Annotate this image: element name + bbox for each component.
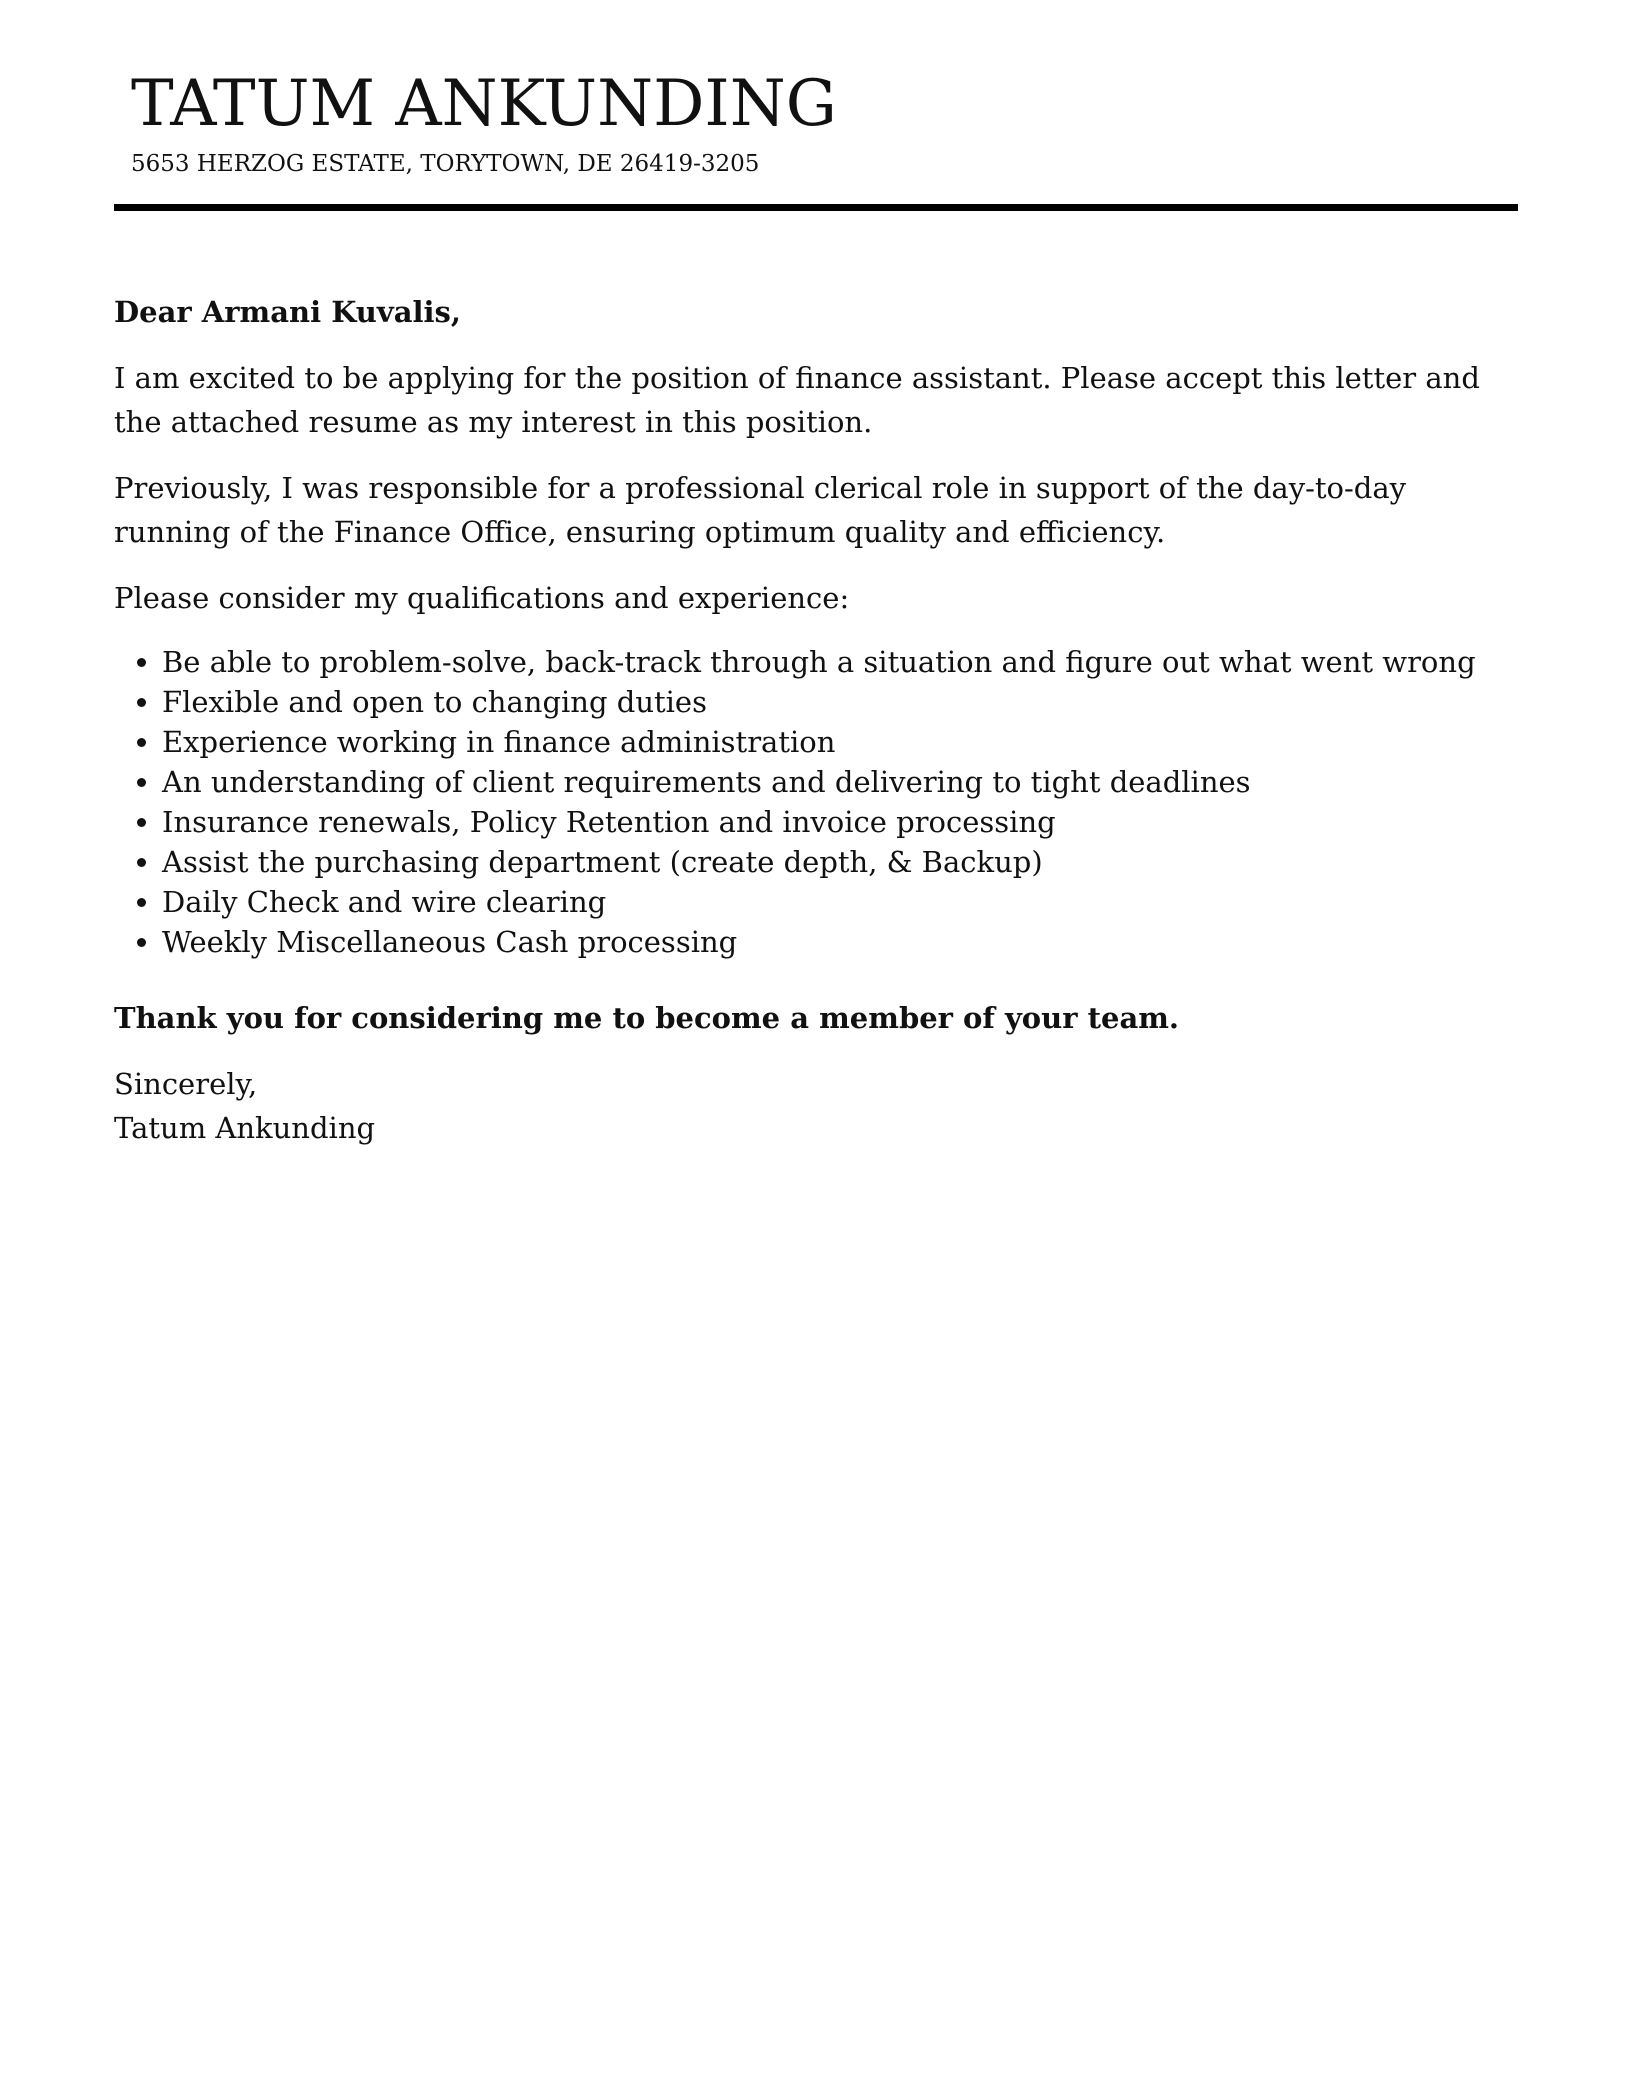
qualification-item: • Assist the purchasing department (create depth, & Backup)	[162, 842, 1518, 882]
header-divider	[114, 204, 1518, 211]
salutation: Dear Armani Kuvalis,	[114, 295, 461, 329]
qualifications-list	[114, 642, 1518, 962]
letter-body	[114, 290, 1518, 1150]
qualification-item: • Flexible and open to changing duties	[162, 682, 1518, 722]
signature-name: Tatum Ankunding	[114, 1111, 376, 1145]
qualifications-intro: Please consider my qualifications and experience:	[114, 581, 850, 615]
closing-statement: Thank you for considering me to become a member of your team.	[114, 1001, 1180, 1035]
qualification-item: • Experience working in finance administration	[162, 722, 1518, 762]
qualification-item: • An understanding of client requirements and delivering to tight deadlines	[162, 762, 1518, 802]
qualification-item: • Daily Check and wire clearing	[162, 882, 1518, 922]
applicant-address: 5653 HERZOG ESTATE, TORYTOWN, DE 26419-3205	[131, 151, 760, 177]
intro-paragraph: I am excited to be applying for the position of finance assistant. Please accept this letter and the attached resume as my interest in this position.	[114, 361, 1480, 439]
signoff: Sincerely,	[114, 1067, 258, 1101]
qualification-item: • Insurance renewals, Policy Retention and invoice processing	[162, 802, 1518, 842]
experience-paragraph: Previously, I was responsible for a professional clerical role in support of the day-to-day running of the Finance Office, ensuring optimum quality and efficiency.	[114, 471, 1407, 549]
qualification-item: • Weekly Miscellaneous Cash processing	[162, 922, 1518, 962]
qualification-item: • Be able to problem-solve, back-track through a situation and figure out what went wrong	[162, 642, 1518, 682]
letter-header	[131, 60, 1511, 180]
applicant-name: TATUM ANKUNDING	[131, 67, 837, 141]
